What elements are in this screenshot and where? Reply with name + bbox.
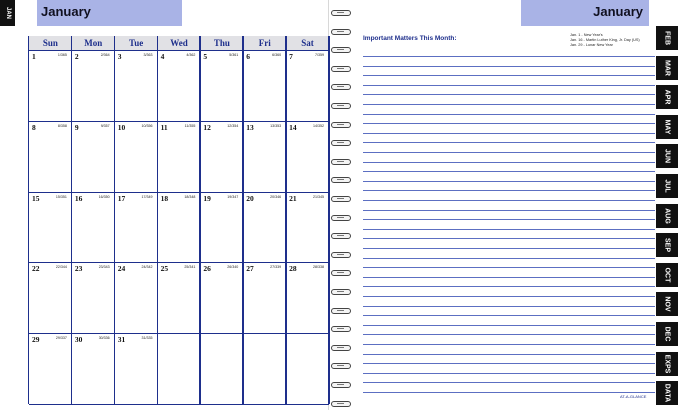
spiral-coil — [331, 308, 351, 314]
day-number: 13 — [246, 122, 254, 132]
month-tab-nov[interactable] — [656, 292, 678, 316]
note-line — [363, 66, 655, 67]
note-line — [363, 382, 655, 383]
month-tab-label: SEP — [663, 238, 671, 253]
day-cell[interactable] — [115, 50, 156, 121]
day-cell[interactable] — [115, 121, 156, 192]
holiday-list — [570, 33, 640, 49]
day-number: 8 — [32, 122, 36, 132]
note-line — [363, 392, 655, 393]
weekday-sat: Sat — [301, 38, 314, 48]
day-cell — [158, 333, 199, 404]
left-page-calendar — [18, 0, 329, 410]
day-number: 7 — [289, 52, 293, 61]
day-of-year: 1/365 — [57, 53, 67, 57]
spiral-binding — [328, 0, 355, 417]
spiral-coil — [331, 29, 351, 35]
month-tab-jun[interactable] — [656, 144, 678, 168]
month-tab-aug[interactable] — [656, 204, 678, 228]
day-number: 9 — [74, 122, 79, 132]
spiral-coil — [331, 47, 351, 53]
day-of-year: 7/359 — [314, 53, 324, 57]
month-tab-oct[interactable] — [656, 263, 678, 287]
month-tab-jan[interactable]: JAN — [0, 0, 15, 26]
spiral-coil — [331, 66, 351, 72]
month-tab-data[interactable] — [656, 381, 678, 405]
day-cell[interactable] — [72, 121, 113, 192]
note-line — [363, 190, 655, 191]
holiday-entry: Jan. 29 - Lunar New Year — [570, 43, 613, 48]
day-of-year: 25/341 — [184, 265, 196, 270]
day-of-year: 24/342 — [141, 265, 153, 270]
note-line — [363, 94, 655, 95]
day-cell[interactable] — [158, 192, 199, 263]
day-cell[interactable] — [29, 262, 70, 333]
day-cell[interactable] — [286, 262, 327, 333]
day-number: 31 — [117, 335, 126, 345]
month-tab-label: DEC — [663, 326, 671, 342]
day-of-year: 28/338 — [312, 265, 324, 270]
day-cell[interactable] — [243, 262, 284, 333]
spiral-coil — [331, 159, 351, 165]
month-tab-label: JUL — [663, 179, 671, 193]
day-cell — [243, 333, 284, 404]
note-line — [363, 229, 655, 230]
day-cell[interactable] — [286, 192, 327, 263]
note-line — [363, 104, 655, 105]
spiral-coil — [331, 215, 351, 221]
month-tab-label: EXPS — [663, 354, 671, 373]
month-tab-label: JUN — [663, 149, 671, 164]
spiral-coil — [331, 363, 351, 369]
day-cell — [286, 333, 327, 404]
day-of-year: 21/345 — [312, 194, 324, 199]
calendar-grid — [28, 36, 329, 404]
right-title-bar — [521, 0, 649, 26]
day-of-year: 23/343 — [98, 265, 110, 270]
day-cell[interactable] — [72, 192, 113, 263]
day-number: 24 — [117, 264, 126, 274]
month-tab-label: DATA — [663, 383, 671, 403]
day-cell[interactable] — [72, 333, 113, 404]
day-number: 21 — [289, 193, 297, 203]
month-tab-label: AUG — [663, 207, 671, 224]
month-tab-feb[interactable] — [656, 26, 678, 50]
day-of-year: 11/355 — [184, 123, 196, 128]
day-number: 2 — [74, 52, 79, 61]
day-of-year: 17/349 — [141, 194, 153, 199]
day-of-year: 6/360 — [272, 53, 282, 57]
day-number: 4 — [160, 52, 165, 61]
note-line — [363, 296, 655, 297]
spiral-coil — [331, 270, 351, 276]
day-of-year: 8/358 — [57, 123, 67, 128]
brand-logo: AT-A-GLANCE — [620, 394, 647, 399]
day-of-year: 10/356 — [141, 123, 153, 128]
day-of-year: 18/348 — [184, 194, 196, 199]
month-tab-sep[interactable] — [656, 233, 678, 257]
weekday-header-row — [29, 36, 329, 50]
day-of-year: 3/363 — [143, 53, 153, 57]
note-line — [363, 181, 655, 182]
day-of-year: 12/354 — [227, 123, 239, 128]
weekday-wed: Wed — [170, 38, 188, 48]
day-number: 26 — [203, 264, 211, 274]
note-line — [363, 85, 655, 86]
month-tab-dec[interactable] — [656, 322, 678, 346]
weekday-sun: Sun — [42, 38, 58, 48]
spiral-coil — [331, 10, 351, 16]
day-of-year: 5/361 — [229, 53, 239, 57]
day-cell[interactable] — [243, 121, 284, 192]
day-cell[interactable] — [72, 262, 113, 333]
note-line — [363, 238, 655, 239]
month-tab-label: APR — [663, 89, 671, 105]
spiral-coil — [331, 252, 351, 258]
month-tab-label: NOV — [663, 296, 671, 312]
day-number: 28 — [289, 264, 297, 274]
month-tab-label: MAR — [663, 59, 671, 76]
important-matters-label: Important Matters This Month: — [363, 35, 457, 42]
right-page-notes — [355, 0, 655, 410]
note-line — [363, 354, 655, 355]
day-of-year: 29/337 — [55, 336, 67, 341]
day-cell[interactable] — [29, 50, 70, 121]
note-line — [363, 210, 655, 211]
spiral-coil — [331, 84, 351, 90]
day-number: 15 — [32, 193, 40, 203]
spiral-coil — [331, 326, 351, 332]
holiday-entry: Jan. 1 - New Year's — [570, 33, 603, 37]
day-of-year: 4/362 — [186, 53, 196, 57]
holiday-entry: Jan. 16 - Martin Luther King, Jr. Day (US) — [570, 38, 640, 43]
day-cell[interactable] — [243, 192, 284, 263]
day-cell[interactable] — [115, 262, 156, 333]
day-cell[interactable] — [200, 262, 241, 333]
day-number: 17 — [117, 193, 126, 203]
day-of-year: 30/336 — [98, 336, 110, 341]
day-cell[interactable] — [72, 50, 113, 121]
month-tabs — [656, 26, 679, 417]
note-line — [363, 142, 655, 143]
day-of-year: 14/352 — [312, 123, 324, 128]
note-line — [363, 248, 655, 249]
day-number: 6 — [246, 52, 251, 61]
note-line — [363, 267, 655, 268]
note-line — [363, 123, 655, 124]
day-of-year: 19/347 — [227, 194, 239, 199]
day-number: 27 — [246, 264, 254, 274]
spiral-coil — [331, 140, 351, 146]
day-of-year: 20/346 — [270, 194, 282, 199]
day-cell[interactable] — [158, 50, 199, 121]
day-cell[interactable] — [158, 121, 199, 192]
grid-row-line — [29, 404, 329, 405]
day-number: 25 — [160, 264, 169, 274]
weekday-fri: Fri — [258, 38, 271, 48]
day-cell[interactable] — [158, 262, 199, 333]
day-cell[interactable] — [29, 121, 70, 192]
day-number: 20 — [246, 193, 254, 203]
day-of-year: 31/335 — [141, 336, 153, 341]
day-cell[interactable] — [243, 50, 284, 121]
note-line — [363, 277, 655, 278]
day-cell[interactable] — [200, 192, 241, 263]
month-tab-exps[interactable] — [656, 352, 678, 376]
note-line — [363, 200, 655, 201]
note-line — [363, 315, 655, 316]
note-line — [363, 114, 655, 115]
day-number: 14 — [289, 122, 297, 132]
day-of-year: 27/339 — [270, 265, 282, 270]
day-number: 18 — [160, 193, 169, 203]
note-line — [363, 363, 655, 364]
note-line — [363, 258, 655, 259]
day-cell[interactable] — [29, 333, 70, 404]
month-tab-apr[interactable] — [656, 85, 678, 109]
spiral-coil — [331, 177, 351, 183]
note-line — [363, 56, 655, 57]
left-title-bar — [37, 0, 182, 26]
day-cell[interactable] — [115, 192, 156, 263]
day-number: 12 — [203, 122, 211, 132]
day-number: 30 — [74, 335, 83, 345]
day-of-year: 16/350 — [98, 194, 110, 199]
spiral-coil — [331, 196, 351, 202]
day-number: 3 — [117, 52, 122, 61]
day-number: 19 — [203, 193, 211, 203]
note-line — [363, 334, 655, 335]
day-cell[interactable] — [115, 333, 156, 404]
day-cell — [200, 333, 241, 404]
day-of-year: 22/344 — [55, 265, 67, 270]
day-number: 10 — [117, 122, 126, 132]
note-line — [363, 306, 655, 307]
note-line — [363, 325, 655, 326]
day-number: 11 — [160, 122, 168, 132]
spiral-coil — [331, 122, 351, 128]
spiral-coil — [331, 289, 351, 295]
month-tab-label: FEB — [663, 31, 671, 45]
right-month-title: January — [593, 4, 643, 19]
day-cell[interactable] — [200, 50, 241, 121]
note-line — [363, 171, 655, 172]
spiral-coil — [331, 401, 351, 407]
note-line — [363, 152, 655, 153]
day-number: 22 — [32, 264, 40, 274]
day-of-year: 2/364 — [100, 53, 110, 57]
day-cell[interactable] — [29, 192, 70, 263]
day-cell[interactable] — [286, 50, 327, 121]
day-number: 5 — [203, 52, 208, 61]
spiral-coil — [331, 233, 351, 239]
weekday-mon: Mon — [84, 38, 103, 48]
note-line — [363, 219, 655, 220]
left-month-title: January — [41, 4, 91, 19]
spiral-coil — [331, 345, 351, 351]
month-tab-label: OCT — [663, 267, 671, 283]
day-number: 23 — [74, 264, 83, 274]
day-cell[interactable] — [200, 121, 241, 192]
weekday-tue: Tue — [129, 38, 144, 48]
day-number: 1 — [32, 52, 36, 61]
note-line — [363, 373, 655, 374]
note-line — [363, 286, 655, 287]
day-of-year: 26/340 — [227, 265, 239, 270]
spiral-coil — [331, 103, 351, 109]
note-line — [363, 344, 655, 345]
spiral-coil — [331, 382, 351, 388]
month-tab-label: MAY — [663, 119, 671, 135]
day-number: 29 — [32, 335, 40, 345]
month-tab-may[interactable] — [656, 115, 678, 139]
month-tab-mar[interactable] — [656, 56, 678, 80]
note-line — [363, 133, 655, 134]
note-line — [363, 162, 655, 163]
month-tab-jul[interactable] — [656, 174, 678, 198]
day-of-year: 9/357 — [100, 123, 110, 128]
note-line — [363, 75, 655, 76]
day-of-year: 13/353 — [270, 123, 282, 128]
day-number: 16 — [74, 193, 83, 203]
weekday-thu: Thu — [213, 38, 230, 48]
day-of-year: 15/351 — [55, 194, 67, 199]
day-cell[interactable] — [286, 121, 327, 192]
